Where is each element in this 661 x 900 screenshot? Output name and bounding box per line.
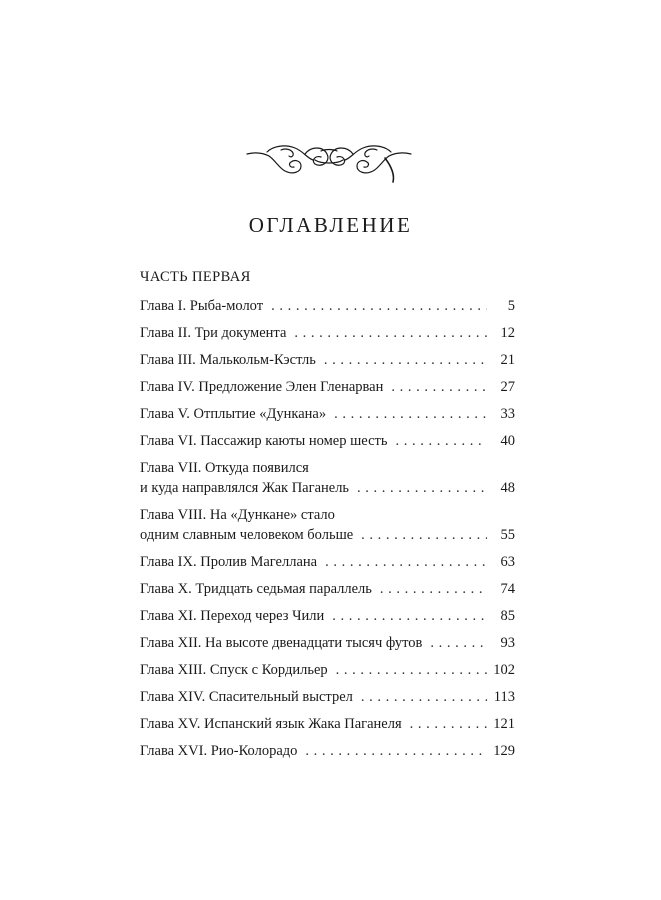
toc-entry-title: Глава XII. На высоте двенадцати тысяч футов bbox=[140, 635, 423, 651]
toc-leader-dots bbox=[334, 404, 487, 424]
toc-leader-dots bbox=[305, 741, 487, 761]
toc-entry-title: и куда направлялся Жак Паганель bbox=[140, 480, 350, 496]
toc-entry-title: Глава VII. Откуда появился bbox=[140, 460, 309, 476]
toc-page-number: 33 bbox=[500, 406, 515, 422]
toc-page-number: 85 bbox=[500, 608, 515, 624]
toc-page-number: 55 bbox=[500, 527, 515, 543]
toc-entry[interactable] bbox=[140, 323, 515, 343]
flourish-ornament-icon bbox=[245, 138, 413, 186]
toc-entry[interactable] bbox=[140, 660, 515, 680]
toc-leader-dots bbox=[380, 579, 487, 599]
toc-page-number: 27 bbox=[500, 379, 515, 395]
toc-page-number: 121 bbox=[493, 716, 515, 732]
toc-leader-dots bbox=[361, 525, 487, 545]
toc-page-number: 129 bbox=[493, 743, 515, 759]
toc-entry-title: Глава VI. Пассажир каюты номер шесть bbox=[140, 433, 388, 449]
toc-leader-dots bbox=[271, 296, 487, 316]
toc-entry-title: Глава V. Отплытие «Дункана» bbox=[140, 406, 327, 422]
toc-entry[interactable] bbox=[140, 404, 515, 424]
toc-page-number: 74 bbox=[500, 581, 515, 597]
toc-page-number: 12 bbox=[500, 325, 515, 341]
toc-page-number: 5 bbox=[507, 298, 515, 314]
toc-entry-title: Глава II. Три документа bbox=[140, 325, 287, 341]
toc-entry-title: Глава XIV. Спасительный выстрел bbox=[140, 689, 353, 705]
toc-leader-dots bbox=[294, 323, 487, 343]
toc-entry-title: Глава XV. Испанский язык Жака Паганеля bbox=[140, 716, 402, 732]
toc-entry[interactable] bbox=[140, 296, 515, 316]
toc-entry[interactable] bbox=[140, 458, 515, 498]
toc-leader-dots bbox=[332, 606, 487, 626]
toc-entry[interactable] bbox=[140, 377, 515, 397]
toc-leader-dots bbox=[410, 714, 487, 734]
toc-entry[interactable] bbox=[140, 606, 515, 626]
toc-entry[interactable] bbox=[140, 741, 515, 761]
toc-entry-title: Глава X. Тридцать седьмая параллель bbox=[140, 581, 372, 597]
part-heading: ЧАСТЬ ПЕРВАЯ bbox=[140, 269, 251, 285]
page-title: ОГЛАВЛЕНИЕ bbox=[248, 213, 413, 237]
toc-entry[interactable] bbox=[140, 633, 515, 653]
toc-entry[interactable] bbox=[140, 687, 515, 707]
toc-leader-dots bbox=[324, 350, 487, 370]
toc-entry[interactable] bbox=[140, 505, 515, 545]
toc-entry-title: одним славным человеком больше bbox=[140, 527, 354, 543]
toc-entry-title: Глава I. Рыба-молот bbox=[140, 298, 264, 314]
toc-leader-dots bbox=[336, 660, 487, 680]
toc-page-number: 63 bbox=[500, 554, 515, 570]
toc-page-number: 113 bbox=[493, 689, 515, 705]
toc-entry[interactable] bbox=[140, 431, 515, 451]
toc-entry[interactable] bbox=[140, 714, 515, 734]
toc-entry-title: Глава VIII. На «Дункане» стало bbox=[140, 507, 335, 523]
toc-leader-dots bbox=[391, 377, 487, 397]
toc-leader-dots bbox=[325, 552, 487, 572]
toc-page-number: 40 bbox=[500, 433, 515, 449]
toc-entry-title: Глава III. Малькольм-Кэстль bbox=[140, 352, 316, 368]
toc-page-number: 48 bbox=[500, 480, 515, 496]
toc-page-number: 93 bbox=[500, 635, 515, 651]
toc-leader-dots bbox=[430, 633, 487, 653]
toc-page-number: 21 bbox=[500, 352, 515, 368]
table-of-contents bbox=[140, 296, 515, 768]
toc-page-number: 102 bbox=[493, 662, 515, 678]
toc-leader-dots bbox=[361, 687, 487, 707]
toc-entry[interactable] bbox=[140, 579, 515, 599]
toc-entry-title: Глава XIII. Спуск с Кордильер bbox=[140, 662, 328, 678]
toc-leader-dots bbox=[395, 431, 487, 451]
toc-entry[interactable] bbox=[140, 552, 515, 572]
toc-entry-title: Глава IV. Предложение Элен Гленарван bbox=[140, 379, 384, 395]
toc-entry[interactable] bbox=[140, 350, 515, 370]
toc-entry-title: Глава XI. Переход через Чили bbox=[140, 608, 325, 624]
toc-leader-dots bbox=[357, 478, 487, 498]
toc-entry-title: Глава IX. Пролив Магеллана bbox=[140, 554, 318, 570]
toc-entry-title: Глава XVI. Рио-Колорадо bbox=[140, 743, 298, 759]
